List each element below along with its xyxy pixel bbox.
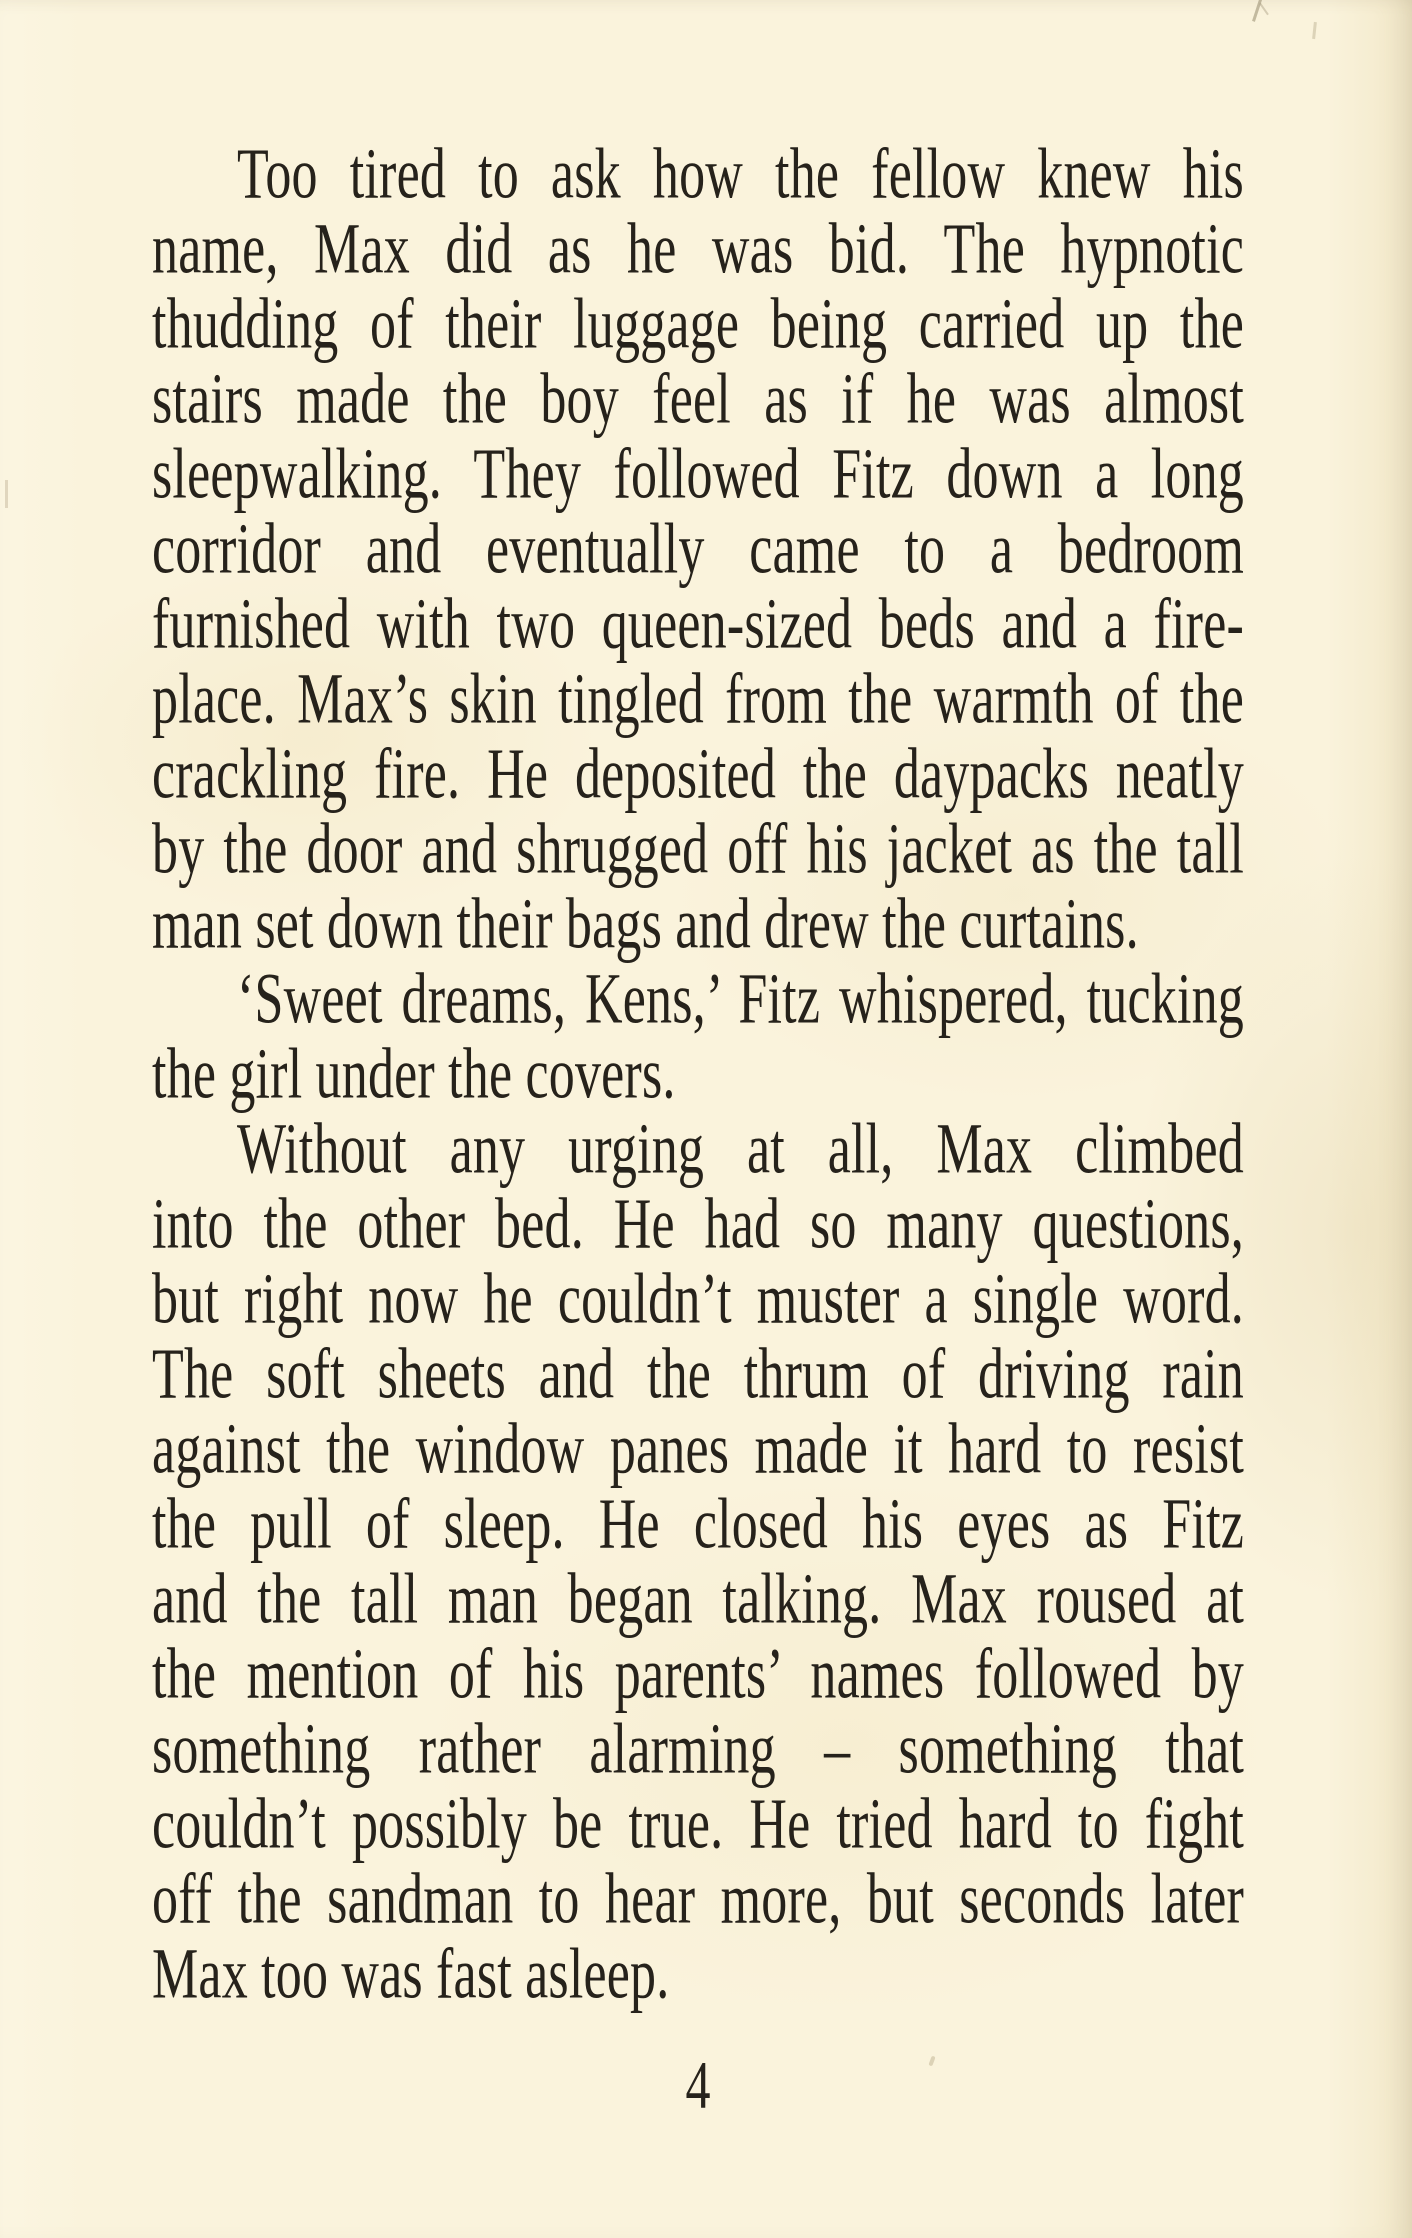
text-line: place. Max’s skin tingled from the warmth of the — [152, 660, 1244, 740]
page-number: 4 — [685, 2047, 711, 2123]
text-line: crackling fire. He deposited the daypacks neatly — [152, 735, 1244, 815]
text-line: by the door and shrugged off his jacket as the tall — [152, 810, 1244, 890]
text-line: man set down their bags and drew the curtains. — [152, 885, 1139, 965]
text-line: corridor and eventually came to a bedroom — [152, 510, 1244, 590]
scan-artifact-mark — [1259, 3, 1269, 16]
text-line: the girl under the covers. — [152, 1035, 676, 1115]
text-line: Too tired to ask how the fellow knew his — [237, 135, 1244, 215]
scan-artifact-dash — [5, 480, 8, 508]
text-line: into the other bed. He had so many questions, — [152, 1185, 1244, 1265]
text-line: off the sandman to hear more, but seconds later — [152, 1860, 1244, 1940]
scan-artifact-tick — [1312, 22, 1317, 39]
text-lines — [152, 135, 1244, 2015]
text-line: Without any urging at all, Max climbed — [237, 1110, 1244, 1190]
text-line: something rather alarming – something that — [152, 1710, 1244, 1790]
text-line: the pull of sleep. He closed his eyes as Fitz — [152, 1485, 1244, 1565]
text-line: The soft sheets and the thrum of driving rain — [152, 1335, 1244, 1415]
text-line: but right now he couldn’t muster a single word. — [152, 1260, 1244, 1340]
text-line: ‘Sweet dreams, Kens,’ Fitz whispered, tucking — [237, 960, 1244, 1040]
text-line: couldn’t possibly be true. He tried hard to fight — [152, 1785, 1244, 1865]
text-line: furnished with two queen-sized beds and a fire- — [152, 585, 1244, 665]
text-line: sleepwalking. They followed Fitz down a long — [152, 435, 1244, 515]
text-line: the mention of his parents’ names followed by — [152, 1635, 1244, 1715]
text-line: stairs made the boy feel as if he was almost — [152, 360, 1244, 440]
text-line: and the tall man began talking. Max roused at — [152, 1560, 1244, 1640]
text-line: Max too was fast asleep. — [152, 1935, 670, 2015]
text-line: name, Max did as he was bid. The hypnotic — [152, 210, 1244, 290]
text-line: thudding of their luggage being carried up the — [152, 285, 1244, 365]
text-line: against the window panes made it hard to resist — [152, 1410, 1244, 1490]
